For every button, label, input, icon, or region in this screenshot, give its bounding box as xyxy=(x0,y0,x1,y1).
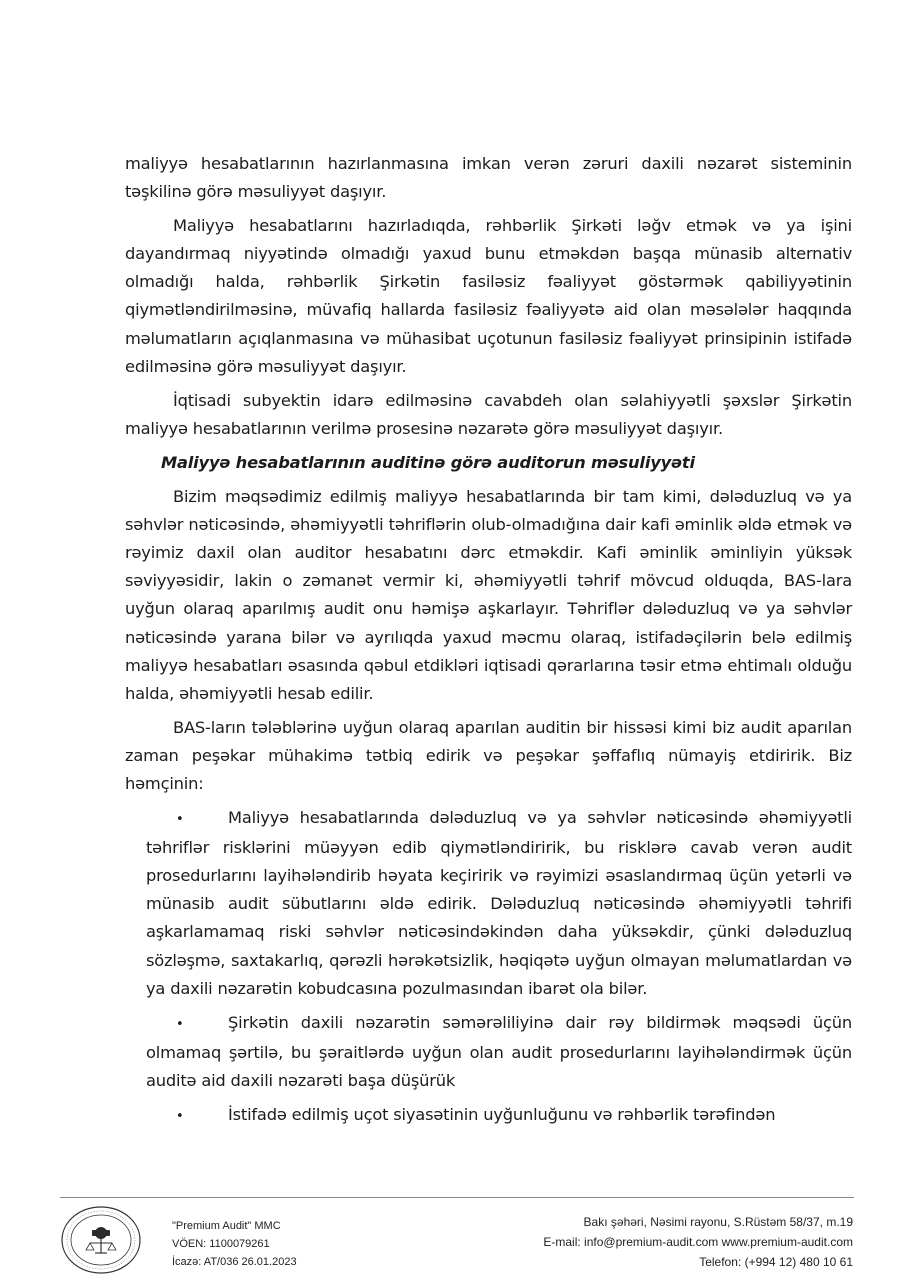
document-body xyxy=(125,150,852,1131)
paragraph-continuation: maliyyə hesabatlarının hazırlanmasına imkan verən zəruri daxili nəzarət sisteminin təşkilinə görə məsuliyyət daşıyır. xyxy=(125,154,852,202)
company-email-website: E-mail: info@premium-audit.com www.premium-audit.com xyxy=(543,1235,853,1249)
bullet-item: • Maliyyə hesabatlarında dələduzluq və ya səhvlər nəticəsində əhəmiyyətli təhriflər risklərini müəyyən edib qiymətləndiririk, bu risklərə cavab verən audit prosedurlarını layihələndirib həyata keçiririk və rəyimizi əsaslandırmaq üçün yetərli və münasib audit sübutlarını əldə edirik. Dələduzluq nəticəsində əhəmiyyətli təhrifi aşkarlamamaq riski səhvlər nəticəsindəkindən daha yüksəkdir, çünki dələduzluq sözləşmə, saxtakarlıq, qərəzli hərəkətsizlik, həqiqətə uyğun olmayan məlumatlardan və ya daxili nəzarətin kobudcasına pozulmasından ibarət ola bilər. xyxy=(146,808,852,998)
bullet-text: Şirkətin daxili nəzarətin səmərəliliyinə dair rəy bildirmək məqsədi üçün olmamaq şərtilə, bu şəraitlərdə uyğun olan audit prosedurlarını layihələndirmək üçün auditə aid daxili nəzarəti başa düşürük xyxy=(146,1012,852,1090)
bullet-text: İstifadə edilmiş uçot siyasətinin uyğunluğunu və rəhbərlik tərəfindən xyxy=(228,1105,776,1124)
paragraph-bas-requirements: BAS-ların tələblərinə uyğun olaraq aparılan auditin bir hissəsi kimi biz audit aparılan zaman peşəkar mühakimə tətbiq edirik və peşəkar şəffaflıq nümayiş etdiririk. Biz həmçinin: xyxy=(125,717,852,793)
footer-company-info xyxy=(172,1217,297,1271)
company-name: "Premium Audit" MMC xyxy=(172,1220,281,1232)
bullet-item: • Şirkətin daxili nəzarətin səmərəliliyinə dair rəy bildirmək məqsədi üçün olmamaq şərtilə, bu şəraitlərdə uyğun olan audit prosedurlarını layihələndirmək üçün auditə aid daxili nəzarəti başa düşürük xyxy=(146,1012,852,1090)
company-phone: Telefon: (+994 12) 480 10 61 xyxy=(699,1255,853,1269)
company-voen: VÖEN: 1100079261 xyxy=(172,1238,270,1250)
seal-logo-icon xyxy=(60,1205,142,1275)
bullet-list xyxy=(125,804,852,1131)
bullet-item: • İstifadə edilmiş uçot siyasətinin uyğunluğunu və rəhbərlik tərəfindən xyxy=(176,1105,776,1124)
company-address: Bakı şəhəri, Nəsimi rayonu, S.Rüstəm 58/37, m.19 xyxy=(583,1215,853,1229)
section-heading: Maliyyə hesabatlarının auditinə görə auditorun məsuliyyəti xyxy=(161,452,695,472)
paragraph-objective: Bizim məqsədimiz edilmiş maliyyə hesabatlarında bir tam kimi, dələduzluq və ya səhvlər nəticəsində, əhəmiyyətli təhriflərin olub-olmadığına dair kafi əminlik əldə etmək və rəyimiz daxil olan auditor hesabatını dərc etməkdir. Kafi əminlik əminliyin yüksək səviyyəsidir, lakin o zəmanət vermir ki, əhəmiyyətli təhrif mövcud olduqda, BAS-lara uyğun olaraq aparılmış audit onu həmişə aşkarlayır. Təhriflər dələduzluq və ya səhvlər nəticəsində yarana bilər və ayrılıqda yaxud məcmu olaraq, istifadəçilərin belə edilmiş maliyyə hesabatları əsasında qəbul etdikləri iqtisadi qərarlarına təsir etmə ehtimalı olduğu halda, əhəmiyyətli hesab edilir. xyxy=(125,487,852,703)
paragraph-going-concern: Maliyyə hesabatlarını hazırladıqda, rəhbərlik Şirkəti ləğv etmək və ya işini dayandırmaq niyyətində olmadığı yaxud bunu etməkdən başqa münasib alternativ olmadığı halda, rəhbərlik Şirkətin fasiləsiz fəaliyyət göstərmək qabiliyyətinin qiymətləndirilməsinə, müvafiq hallarda fasiləsiz fəaliyyətə aid olan məsələlər haqqında məlumatların açıqlanmasına və mühasibat uçotunun fasiləsiz fəaliyyət prinsipinin istifadə edilməsinə görə məsuliyyət daşıyır. xyxy=(125,216,852,376)
paragraph-governance: İqtisadi subyektin idarə edilməsinə cavabdeh olan səlahiyyətli şəxslər Şirkətin maliyyə hesabatlarının verilmə prosesinə nəzarətə görə məsuliyyət daşıyır. xyxy=(125,390,852,438)
footer-divider xyxy=(60,1197,854,1198)
bullet-text: Maliyyə hesabatlarında dələduzluq və ya səhvlər nəticəsində əhəmiyyətli təhriflər risklərini müəyyən edib qiymətləndiririk, bu risklərə cavab verən audit prosedurlarını layihələndirib həyata keçiririk və rəyimizi əsaslandırmaq üçün yetərli və münasib audit sübutlarını əldə edirik. Dələduzluq nəticəsində əhəmiyyətli təhrifi aşkarlamamaq riski səhvlər nəticəsindəkindən daha yüksəkdir, çünki dələduzluq sözləşmə, saxtakarlıq, qərəzli hərəkətsizlik, həqiqətə uyğun olmayan məlumatlardan və ya daxili nəzarətin kobudcasına pozulmasından ibarət ola bilər. xyxy=(146,808,852,998)
company-license: İcazə: AT/036 26.01.2023 xyxy=(172,1256,297,1268)
footer-contact-info xyxy=(543,1212,853,1272)
